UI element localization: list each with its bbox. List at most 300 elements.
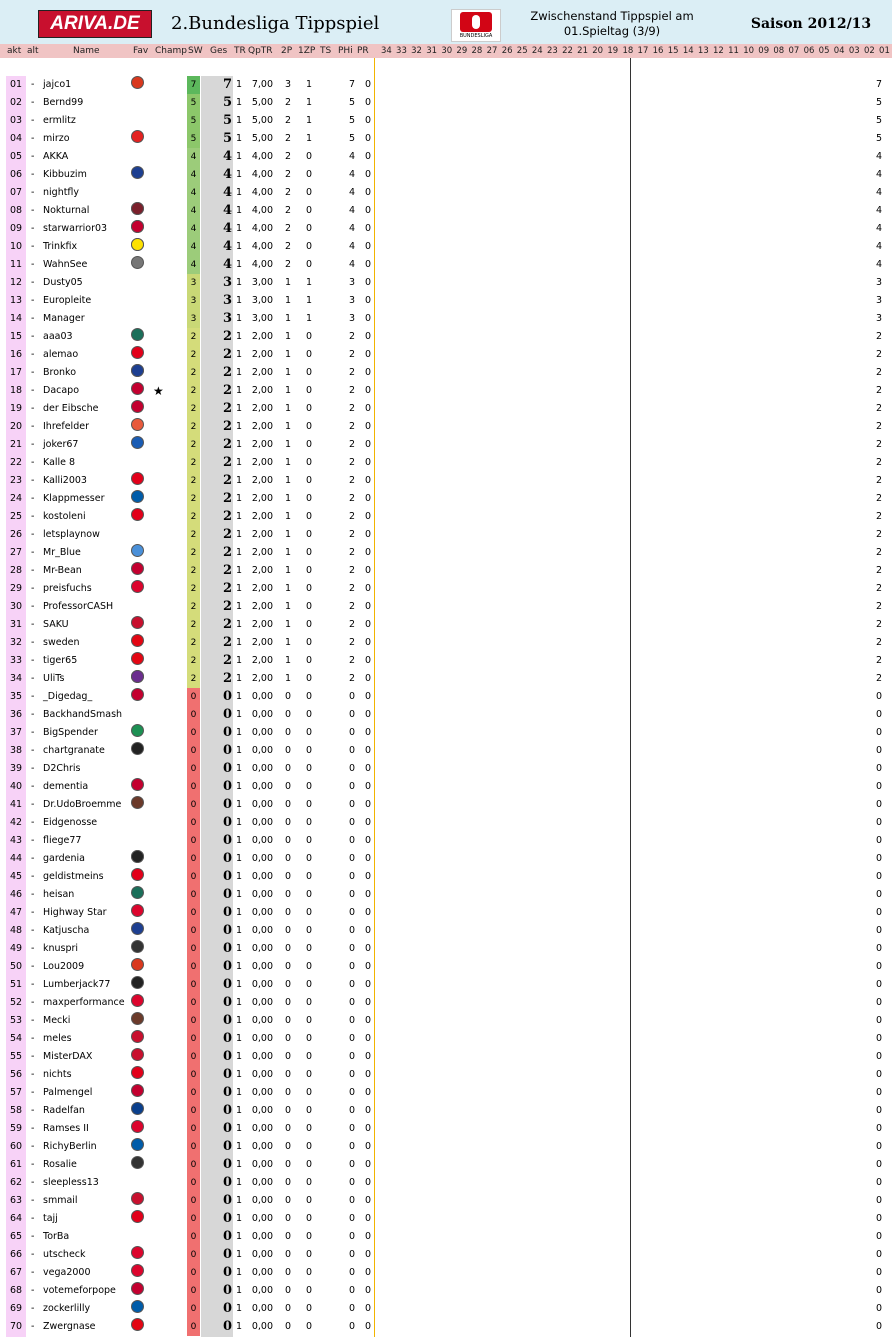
phi-cell: 5 xyxy=(348,115,355,126)
qptr-cell: 0,00 xyxy=(251,943,273,954)
prev-rank-cell: - xyxy=(31,781,35,792)
pr-cell: 0 xyxy=(364,583,372,594)
club-crest-icon xyxy=(131,958,144,971)
p2-cell: 1 xyxy=(284,619,292,630)
p2-cell: 0 xyxy=(284,1285,292,1296)
club-crest-icon xyxy=(131,652,144,665)
tr-cell: 1 xyxy=(235,871,243,882)
player-name[interactable]: vega2000 xyxy=(43,1267,91,1278)
table-row[interactable] xyxy=(0,652,892,670)
table-row[interactable] xyxy=(0,598,892,616)
ariva-logo[interactable]: ARIVA.DE xyxy=(38,10,152,38)
player-name[interactable]: zockerlilly xyxy=(43,1303,91,1314)
club-crest-icon xyxy=(131,220,144,233)
p2-cell: 0 xyxy=(284,1123,292,1134)
pr-cell: 0 xyxy=(364,79,372,90)
table-row[interactable] xyxy=(0,1138,892,1156)
player-name[interactable]: gardenia xyxy=(43,853,85,864)
matchday-points-cell: 2 xyxy=(875,421,882,432)
table-row[interactable] xyxy=(0,760,892,778)
qptr-cell: 2,00 xyxy=(251,547,273,558)
sw-cell: 5 xyxy=(190,134,197,144)
player-name[interactable]: joker67 xyxy=(43,439,79,450)
table-row[interactable] xyxy=(0,976,892,994)
pr-cell: 0 xyxy=(364,601,372,612)
player-name[interactable]: Ihrefelder xyxy=(43,421,89,432)
player-name[interactable]: Kalli2003 xyxy=(43,475,87,486)
table-row[interactable] xyxy=(0,1246,892,1264)
table-row[interactable] xyxy=(0,148,892,166)
col-matchday: 19 xyxy=(607,46,619,56)
tr-cell: 1 xyxy=(235,205,243,216)
club-crest-icon xyxy=(131,742,144,755)
table-row[interactable] xyxy=(0,1300,892,1318)
table-row[interactable] xyxy=(0,688,892,706)
zp-cell: 1 xyxy=(305,277,313,288)
sw-cell: 2 xyxy=(190,602,197,612)
tr-cell: 1 xyxy=(235,1015,243,1026)
player-name[interactable]: Dr.UdoBroemme xyxy=(43,799,122,810)
table-row[interactable] xyxy=(0,742,892,760)
club-crest-icon xyxy=(131,850,144,863)
matchday-points-cell: 0 xyxy=(875,1195,882,1206)
player-name[interactable]: fliege77 xyxy=(43,835,82,846)
rank-cell: 56 xyxy=(9,1069,23,1080)
player-name[interactable]: mirzo xyxy=(43,133,70,144)
table-row[interactable] xyxy=(0,562,892,580)
total-points-cell: 2 xyxy=(222,473,232,488)
tr-cell: 1 xyxy=(235,475,243,486)
player-name[interactable]: der Eibsche xyxy=(43,403,99,414)
player-name[interactable]: Bernd99 xyxy=(43,97,84,108)
table-row[interactable] xyxy=(0,796,892,814)
table-row[interactable] xyxy=(0,850,892,868)
total-points-cell: 0 xyxy=(222,1085,232,1100)
qptr-cell: 0,00 xyxy=(251,1213,273,1224)
total-points-cell: 4 xyxy=(222,149,232,164)
sw-cell: 0 xyxy=(190,1034,197,1044)
player-name[interactable]: letsplaynow xyxy=(43,529,100,540)
club-crest-icon xyxy=(131,886,144,899)
table-row[interactable] xyxy=(0,112,892,130)
matchday-points-cell: 0 xyxy=(875,979,882,990)
qptr-cell: 4,00 xyxy=(251,187,273,198)
player-name[interactable]: MisterDAX xyxy=(43,1051,93,1062)
player-name[interactable]: ermlitz xyxy=(43,115,76,126)
pr-cell: 0 xyxy=(364,691,372,702)
table-row[interactable] xyxy=(0,346,892,364)
table-row[interactable] xyxy=(0,832,892,850)
tr-cell: 1 xyxy=(235,691,243,702)
player-name[interactable]: ProfessorCASH xyxy=(43,601,114,612)
matchday-points-cell: 0 xyxy=(875,871,882,882)
qptr-cell: 2,00 xyxy=(251,331,273,342)
rank-cell: 69 xyxy=(9,1303,23,1314)
table-row[interactable] xyxy=(0,202,892,220)
player-name[interactable]: Katjuscha xyxy=(43,925,90,936)
zp-cell: 0 xyxy=(305,529,313,540)
rank-cell: 50 xyxy=(9,961,23,972)
table-row[interactable] xyxy=(0,1318,892,1336)
table-row[interactable] xyxy=(0,1012,892,1030)
club-crest-icon xyxy=(131,868,144,881)
player-name[interactable]: utscheck xyxy=(43,1249,86,1260)
total-points-cell: 3 xyxy=(222,311,232,326)
zp-cell: 0 xyxy=(305,331,313,342)
table-row[interactable] xyxy=(0,1156,892,1174)
pr-cell: 0 xyxy=(364,1231,372,1242)
total-points-cell: 0 xyxy=(222,743,232,758)
table-row[interactable] xyxy=(0,526,892,544)
player-name[interactable]: TorBa xyxy=(43,1231,70,1242)
qptr-cell: 0,00 xyxy=(251,1249,273,1260)
matchday-points-cell: 0 xyxy=(875,691,882,702)
prev-rank-cell: - xyxy=(31,1069,35,1080)
player-name[interactable]: nightfly xyxy=(43,187,80,198)
player-name[interactable]: Zwergnase xyxy=(43,1321,96,1332)
club-crest-icon xyxy=(131,544,144,557)
sw-cell: 4 xyxy=(190,224,197,234)
table-row[interactable] xyxy=(0,706,892,724)
qptr-cell: 3,00 xyxy=(251,295,273,306)
sw-cell: 0 xyxy=(190,1124,197,1134)
matchday-points-cell: 0 xyxy=(875,799,882,810)
club-crest-icon xyxy=(131,688,144,701)
table-row[interactable] xyxy=(0,292,892,310)
player-name[interactable]: maxperformance xyxy=(43,997,125,1008)
player-name[interactable]: heisan xyxy=(43,889,75,900)
player-name[interactable]: Manager xyxy=(43,313,85,324)
player-name[interactable]: Eidgenosse xyxy=(43,817,98,828)
rank-cell: 26 xyxy=(9,529,23,540)
player-name[interactable]: Bronko xyxy=(43,367,77,378)
table-row[interactable] xyxy=(0,904,892,922)
table-row[interactable] xyxy=(0,238,892,256)
sw-cell: 0 xyxy=(190,1070,197,1080)
table-row[interactable] xyxy=(0,1174,892,1192)
player-name[interactable]: Kibbuzim xyxy=(43,169,87,180)
player-name[interactable]: Mr-Bean xyxy=(43,565,82,576)
sw-cell: 0 xyxy=(190,836,197,846)
phi-cell: 0 xyxy=(348,979,355,990)
matchday-points-cell: 0 xyxy=(875,1285,882,1296)
sw-cell: 0 xyxy=(190,998,197,1008)
player-name[interactable]: tajj xyxy=(43,1213,58,1224)
player-name[interactable]: Mr_Blue xyxy=(43,547,81,558)
table-row[interactable] xyxy=(0,1066,892,1084)
player-name[interactable]: AKKA xyxy=(43,151,69,162)
table-row[interactable] xyxy=(0,670,892,688)
table-row[interactable] xyxy=(0,1102,892,1120)
sw-cell: 2 xyxy=(190,476,197,486)
rank-cell: 24 xyxy=(9,493,23,504)
player-name[interactable]: starwarrior03 xyxy=(43,223,108,234)
p2-cell: 0 xyxy=(284,1051,292,1062)
player-name[interactable]: dementia xyxy=(43,781,89,792)
sw-cell: 3 xyxy=(190,278,197,288)
sw-cell: 5 xyxy=(190,98,197,108)
pr-cell: 0 xyxy=(364,997,372,1008)
total-points-cell: 0 xyxy=(222,851,232,866)
qptr-cell: 2,00 xyxy=(251,637,273,648)
pr-cell: 0 xyxy=(364,493,372,504)
qptr-cell: 2,00 xyxy=(251,475,273,486)
table-row[interactable] xyxy=(0,184,892,202)
player-name[interactable]: sweden xyxy=(43,637,80,648)
table-row[interactable] xyxy=(0,94,892,112)
player-name[interactable]: Highway Star xyxy=(43,907,107,918)
tr-cell: 1 xyxy=(235,115,243,126)
matchday-points-cell: 3 xyxy=(875,313,882,324)
qptr-cell: 0,00 xyxy=(251,907,273,918)
table-row[interactable] xyxy=(0,1228,892,1246)
qptr-cell: 0,00 xyxy=(251,727,273,738)
player-name[interactable]: votemeforpope xyxy=(43,1285,116,1296)
prev-rank-cell: - xyxy=(31,1285,35,1296)
sw-cell: 0 xyxy=(190,1232,197,1242)
phi-cell: 0 xyxy=(348,1321,355,1332)
col-sw: SW xyxy=(188,46,203,56)
table-row[interactable] xyxy=(0,1264,892,1282)
col-matchday: 02 xyxy=(863,46,875,56)
p2-cell: 1 xyxy=(284,565,292,576)
total-points-cell: 0 xyxy=(222,1121,232,1136)
total-points-cell: 2 xyxy=(222,329,232,344)
col-fav: Fav xyxy=(133,46,149,56)
total-points-cell: 2 xyxy=(222,419,232,434)
matchday-points-cell: 2 xyxy=(875,331,882,342)
player-name[interactable]: jajco1 xyxy=(43,79,72,90)
table-row[interactable] xyxy=(0,616,892,634)
phi-cell: 5 xyxy=(348,97,355,108)
table-row[interactable] xyxy=(0,1282,892,1300)
rank-cell: 14 xyxy=(9,313,23,324)
total-points-cell: 0 xyxy=(222,725,232,740)
zp-cell: 0 xyxy=(305,1321,313,1332)
prev-rank-cell: - xyxy=(31,1231,35,1242)
matchday-points-cell: 2 xyxy=(875,511,882,522)
sw-cell: 2 xyxy=(190,656,197,666)
phi-cell: 4 xyxy=(348,187,355,198)
table-row[interactable] xyxy=(0,166,892,184)
table-row[interactable] xyxy=(0,508,892,526)
qptr-cell: 0,00 xyxy=(251,1231,273,1242)
bundesliga-player-icon xyxy=(460,12,492,32)
table-row[interactable] xyxy=(0,1030,892,1048)
table-row[interactable] xyxy=(0,436,892,454)
pr-cell: 0 xyxy=(364,1141,372,1152)
sw-cell: 2 xyxy=(190,584,197,594)
table-row[interactable] xyxy=(0,1048,892,1066)
total-points-cell: 0 xyxy=(222,779,232,794)
qptr-cell: 0,00 xyxy=(251,835,273,846)
player-name[interactable]: Rosalie xyxy=(43,1159,77,1170)
table-row[interactable] xyxy=(0,364,892,382)
tr-cell: 1 xyxy=(235,439,243,450)
player-name[interactable]: Mecki xyxy=(43,1015,71,1026)
sw-cell: 0 xyxy=(190,962,197,972)
player-name[interactable]: UliTs xyxy=(43,673,65,684)
player-name[interactable]: _Digedag_ xyxy=(43,691,93,702)
player-name[interactable]: SAKU xyxy=(43,619,69,630)
tr-cell: 1 xyxy=(235,1303,243,1314)
player-name[interactable]: preisfuchs xyxy=(43,583,92,594)
total-points-cell: 4 xyxy=(222,221,232,236)
player-name[interactable]: meles xyxy=(43,1033,72,1044)
table-row[interactable] xyxy=(0,400,892,418)
prev-rank-cell: - xyxy=(31,205,35,216)
matchday-points-cell: 0 xyxy=(875,1213,882,1224)
col-matchday: 18 xyxy=(622,46,634,56)
qptr-cell: 4,00 xyxy=(251,169,273,180)
prev-rank-cell: - xyxy=(31,1051,35,1062)
col-qptr: QpTR xyxy=(248,46,273,56)
table-row[interactable] xyxy=(0,1084,892,1102)
qptr-cell: 0,00 xyxy=(251,961,273,972)
table-row[interactable] xyxy=(0,454,892,472)
table-row[interactable] xyxy=(0,274,892,292)
club-crest-icon xyxy=(131,1120,144,1133)
table-row[interactable] xyxy=(0,580,892,598)
table-row[interactable] xyxy=(0,886,892,904)
player-name[interactable]: aaa03 xyxy=(43,331,73,342)
table-row[interactable] xyxy=(0,868,892,886)
tr-cell: 1 xyxy=(235,583,243,594)
table-row[interactable] xyxy=(0,544,892,562)
player-name[interactable]: WahnSee xyxy=(43,259,88,270)
zp-cell: 0 xyxy=(305,241,313,252)
table-row[interactable] xyxy=(0,328,892,346)
prev-rank-cell: - xyxy=(31,619,35,630)
player-name[interactable]: Lumberjack77 xyxy=(43,979,111,990)
player-name[interactable]: Kalle 8 xyxy=(43,457,76,468)
phi-cell: 0 xyxy=(348,907,355,918)
table-row[interactable] xyxy=(0,1120,892,1138)
table-row[interactable] xyxy=(0,814,892,832)
player-name[interactable]: Radelfan xyxy=(43,1105,85,1116)
table-row[interactable] xyxy=(0,922,892,940)
player-name[interactable]: D2Chris xyxy=(43,763,81,774)
zp-cell: 0 xyxy=(305,961,313,972)
qptr-cell: 3,00 xyxy=(251,313,273,324)
phi-cell: 0 xyxy=(348,1231,355,1242)
zp-cell: 0 xyxy=(305,1303,313,1314)
sw-cell: 2 xyxy=(190,440,197,450)
bundesliga-logo-text: BUNDESLIGA xyxy=(459,33,493,39)
table-row[interactable] xyxy=(0,220,892,238)
player-name[interactable]: Dacapo xyxy=(43,385,80,396)
table-row[interactable] xyxy=(0,940,892,958)
player-name[interactable]: RichyBerlin xyxy=(43,1141,97,1152)
sw-cell: 4 xyxy=(190,260,197,270)
club-crest-icon xyxy=(131,1012,144,1025)
player-name[interactable]: Ramses II xyxy=(43,1123,89,1134)
tr-cell: 1 xyxy=(235,961,243,972)
p2-cell: 1 xyxy=(284,475,292,486)
tr-cell: 1 xyxy=(235,799,243,810)
matchday-points-cell: 2 xyxy=(875,547,882,558)
matchday-points-cell: 0 xyxy=(875,1321,882,1332)
prev-rank-cell: - xyxy=(31,1177,35,1188)
phi-cell: 2 xyxy=(348,655,355,666)
p2-cell: 0 xyxy=(284,1177,292,1188)
player-name[interactable]: knuspri xyxy=(43,943,79,954)
rank-cell: 49 xyxy=(9,943,23,954)
player-name[interactable]: Palmengel xyxy=(43,1087,93,1098)
player-name[interactable]: tiger65 xyxy=(43,655,78,666)
total-points-cell: 2 xyxy=(222,653,232,668)
table-row[interactable] xyxy=(0,490,892,508)
player-name[interactable]: Europleite xyxy=(43,295,92,306)
col-akt: akt xyxy=(7,46,22,56)
table-row[interactable] xyxy=(0,778,892,796)
player-name[interactable]: geldistmeins xyxy=(43,871,104,882)
prev-rank-cell: - xyxy=(31,529,35,540)
table-row[interactable] xyxy=(0,382,892,400)
prev-rank-cell: - xyxy=(31,853,35,864)
tr-cell: 1 xyxy=(235,1159,243,1170)
player-name[interactable]: nichts xyxy=(43,1069,72,1080)
phi-cell: 0 xyxy=(348,997,355,1008)
zp-cell: 0 xyxy=(305,1087,313,1098)
table-row[interactable] xyxy=(0,724,892,742)
player-name[interactable]: BackhandSmash xyxy=(43,709,123,720)
zp-cell: 0 xyxy=(305,691,313,702)
table-row[interactable] xyxy=(0,994,892,1012)
table-row[interactable] xyxy=(0,1192,892,1210)
prev-rank-cell: - xyxy=(31,1267,35,1278)
pr-cell: 0 xyxy=(364,97,372,108)
player-name[interactable]: Lou2009 xyxy=(43,961,85,972)
table-row[interactable] xyxy=(0,256,892,274)
total-points-cell: 0 xyxy=(222,689,232,704)
table-row[interactable] xyxy=(0,1210,892,1228)
prev-rank-cell: - xyxy=(31,295,35,306)
total-points-cell: 2 xyxy=(222,437,232,452)
table-row[interactable] xyxy=(0,130,892,148)
status-line-2: 01.Spieltag (3/9) xyxy=(563,24,661,38)
tr-cell: 1 xyxy=(235,511,243,522)
table-row[interactable] xyxy=(0,958,892,976)
player-name[interactable]: alemao xyxy=(43,349,79,360)
player-name[interactable]: Trinkfix xyxy=(43,241,78,252)
player-name[interactable]: chartgranate xyxy=(43,745,105,756)
pr-cell: 0 xyxy=(364,1195,372,1206)
player-name[interactable]: Nokturnal xyxy=(43,205,90,216)
player-name[interactable]: smmail xyxy=(43,1195,78,1206)
player-name[interactable]: Klappmesser xyxy=(43,493,105,504)
p2-cell: 1 xyxy=(284,529,292,540)
player-name[interactable]: BigSpender xyxy=(43,727,98,738)
rank-cell: 46 xyxy=(9,889,23,900)
table-row[interactable] xyxy=(0,76,892,94)
player-name[interactable]: Dusty05 xyxy=(43,277,83,288)
table-row[interactable] xyxy=(0,418,892,436)
prev-rank-cell: - xyxy=(31,223,35,234)
total-points-cell: 4 xyxy=(222,239,232,254)
p2-cell: 0 xyxy=(284,889,292,900)
tr-cell: 1 xyxy=(235,403,243,414)
table-row[interactable] xyxy=(0,310,892,328)
tr-cell: 1 xyxy=(235,979,243,990)
status-text xyxy=(512,9,712,39)
table-row[interactable] xyxy=(0,634,892,652)
table-row[interactable] xyxy=(0,472,892,490)
matchday-points-cell: 5 xyxy=(875,115,882,126)
player-name[interactable]: sleepless13 xyxy=(43,1177,99,1188)
matchday-points-cell: 5 xyxy=(875,97,882,108)
player-name[interactable]: kostoleni xyxy=(43,511,86,522)
